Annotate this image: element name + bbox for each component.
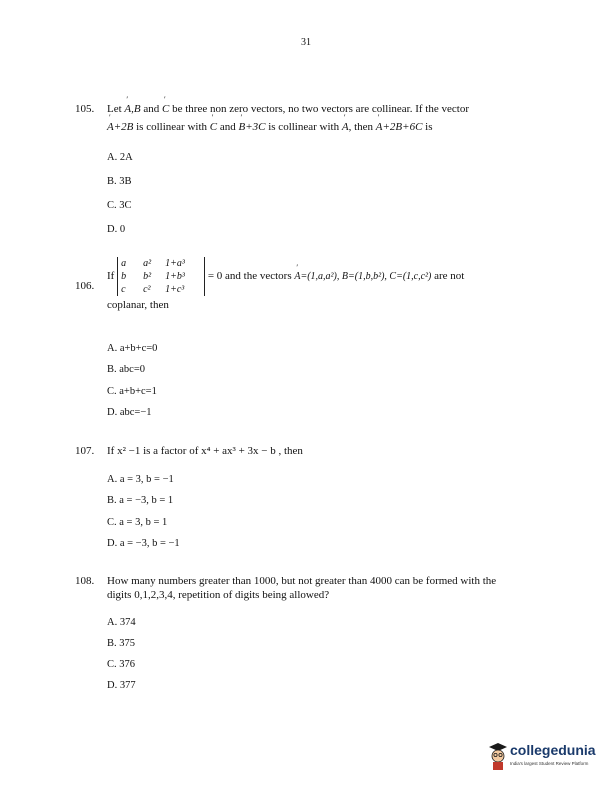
collegedunia-logo[interactable] — [488, 740, 598, 780]
det-cell: b² — [143, 271, 152, 282]
det-cell: 1+c³ — [165, 284, 185, 295]
q108-text: How many numbers greater than 1000, but not greater than 4000 can be formed with the — [107, 575, 497, 587]
q105-text: be three non zero vectors, no two vectors are collinear. If the vector — [172, 103, 469, 115]
logo-wordmark: collegedunia — [510, 742, 596, 758]
question-number: 108. — [75, 575, 95, 587]
vector-expr: ′ A=(1,a,a²), B=(1,b,b²), C=(1,c,c²) — [294, 268, 431, 286]
option-a[interactable]: A. 374 — [107, 617, 136, 628]
q105-text: , then — [348, 121, 374, 133]
question-number: 107. — [75, 445, 95, 457]
option-b[interactable]: B. 375 — [107, 638, 136, 649]
option-c[interactable]: C. 376 — [107, 659, 136, 670]
option-a[interactable]: A. a = 3, b = −1 — [107, 474, 174, 485]
q105-text: is collinear with — [136, 121, 207, 133]
vector-expr: ′ A+2B+6C — [376, 118, 423, 136]
vector-expr: ′ A,B — [124, 100, 140, 118]
vector-expr: ′ A+2B — [107, 118, 133, 136]
option-d[interactable]: D. a = −3, b = −1 — [107, 538, 180, 549]
det-cell: c — [121, 284, 126, 295]
page-number: 31 — [301, 37, 311, 48]
option-b[interactable]: B. abc=0 — [107, 364, 145, 375]
question-107 — [75, 442, 545, 460]
option-a[interactable]: A. a+b+c=0 — [107, 343, 158, 354]
q106-text: = 0 and the vectors — [207, 270, 292, 283]
question-108 — [75, 574, 545, 602]
question-106 — [75, 257, 545, 314]
q105-text: is — [425, 121, 433, 133]
q106-text: coplanar, then — [107, 299, 169, 311]
option-a[interactable]: A. 2A — [107, 152, 133, 163]
option-d[interactable]: D. 0 — [107, 224, 126, 235]
det-cell: b — [121, 271, 127, 282]
det-cell: 1+b³ — [165, 271, 185, 282]
det-cell: a² — [143, 258, 152, 269]
option-d[interactable]: D. 377 — [107, 680, 136, 691]
q108-text: digits 0,1,2,3,4, repetition of digits being allowed? — [107, 589, 330, 601]
q105-text: and — [219, 121, 236, 133]
q106-text: are not — [434, 270, 465, 283]
option-c[interactable]: C. 3C — [107, 200, 132, 211]
q105-text: Let — [107, 103, 122, 115]
option-b[interactable]: B. a = −3, b = 1 — [107, 495, 174, 506]
q107-text: If x² −1 is a factor of x⁴ + ax³ + 3x − b , then — [107, 445, 303, 457]
q105-text: and — [143, 103, 160, 115]
q105-text: is collinear with — [268, 121, 340, 133]
option-b[interactable]: B. 3B — [107, 176, 132, 187]
vector-expr: ′ C — [162, 100, 169, 118]
q106-text: If — [107, 270, 115, 283]
vector-expr: ′ C — [210, 118, 217, 136]
option-c[interactable]: C. a+b+c=1 — [107, 386, 157, 397]
logo-tagline: India's largest Student Review Platform — [510, 761, 589, 766]
option-c[interactable]: C. a = 3, b = 1 — [107, 517, 168, 528]
det-cell: c² — [143, 284, 151, 295]
question-number: 105. — [75, 103, 95, 115]
vector-expr: ′ A — [342, 118, 349, 136]
vector-expr: ′ B+3C — [238, 118, 265, 136]
question-number: 106. — [75, 280, 95, 292]
determinant — [117, 257, 205, 296]
det-cell: a — [121, 258, 127, 269]
graduate-mascot-icon — [488, 742, 508, 772]
option-d[interactable]: D. abc=−1 — [107, 407, 152, 418]
det-cell: 1+a³ — [165, 258, 185, 269]
question-105 — [75, 100, 545, 136]
